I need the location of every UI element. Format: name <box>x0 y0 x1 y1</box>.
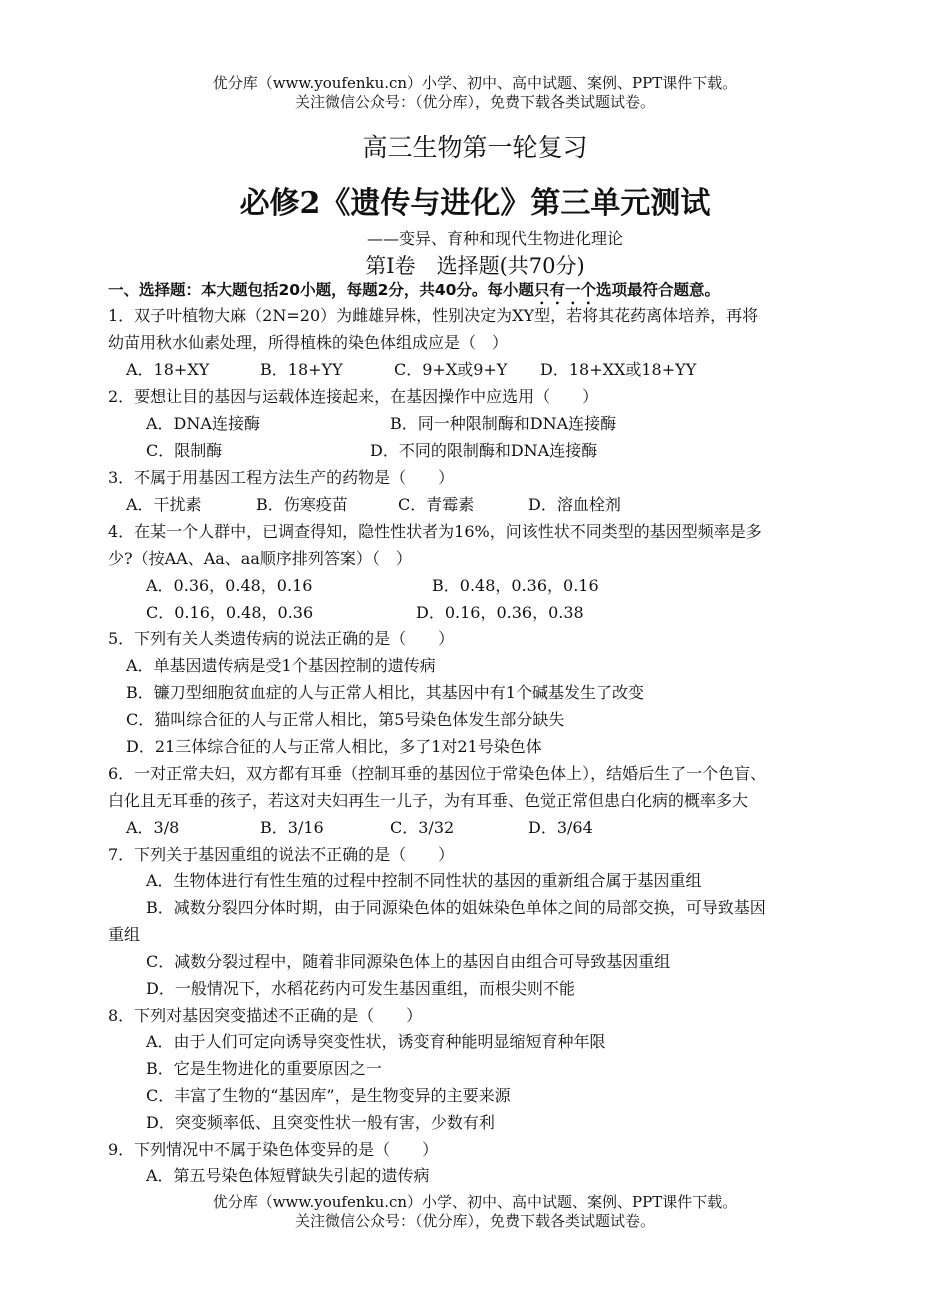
q3-option-b: B．伤寒疫苗 <box>256 495 348 514</box>
q7-option-c: C．减数分裂过程中，随着非同源染色体上的基因自由组合可导致基因重组 <box>146 952 671 971</box>
header-line-1: 优分库（www.youfenku.cn）小学、初中、高中试题、案例、PPT课件下载。 <box>212 74 738 92</box>
q7-option-a: A．生物体进行有性生殖的过程中控制不同性状的基因的重新组合属于基因重组 <box>146 871 702 890</box>
q6-stem-line2: 白化且无耳垂的孩子，若这对夫妇再生一儿子，为有耳垂、色觉正常但患白化病的概率多大 <box>108 791 749 810</box>
q2-stem: 2．要想让目的基因与运载体连接起来，在基因操作中应选用（ ） <box>108 387 599 406</box>
q8-option-b: B．它是生物进化的重要原因之一 <box>146 1059 382 1078</box>
q5-option-a: A．单基因遗传病是受1个基因控制的遗传病 <box>126 656 436 675</box>
q2-option-c: C．限制酶 <box>146 441 223 460</box>
footer-line-1: 优分库（www.youfenku.cn）小学、初中、高中试题、案例、PPT课件下载。 <box>212 1193 738 1211</box>
q8-option-c: C．丰富了生物的“基因库”，是生物变异的主要来源 <box>146 1086 511 1105</box>
q4-stem-line1: 4．在某一个人群中，已调查得知，隐性性状者为16%，问该性状不同类型的基因型频率是多 <box>108 522 762 541</box>
q1-stem-line2: 幼苗用秋水仙素处理，所得植株的染色体组成应是（ ） <box>108 333 509 352</box>
q3-option-a: A．干扰素 <box>126 495 202 514</box>
q4-stem-line2: 少?（按AA、Aa、aa顺序排列答案）（ ） <box>108 549 412 568</box>
q1-option-c: C．9+X或9+Y <box>394 360 508 379</box>
unit-title: 必修2《遗传与进化》第三单元测试 <box>239 186 711 221</box>
q5-option-b: B．镰刀型细胞贫血症的人与正常人相比，其基因中有1个碱基发生了改变 <box>126 683 644 702</box>
q5-option-d: D．21三体综合征的人与正常人相比，多了1对21号染色体 <box>126 737 542 756</box>
q1-stem-line1: 1．双子叶植物大麻（2N=20）为雌雄异株，性别决定为XY型，若将其花药离体培养，再将 <box>108 306 759 325</box>
q7-option-d: D．一般情况下，水稻花药内可发生基因重组，而根尖则不能 <box>146 979 575 998</box>
q6-stem-line1: 6．一对正常夫妇，双方都有耳垂（控制耳垂的基因位于常染色体上），结婚后生了一个色盲、 <box>108 764 767 783</box>
q6-option-b: B．3/16 <box>260 818 324 837</box>
q1-option-a: A．18+XY <box>126 360 210 379</box>
q6-option-d: D．3/64 <box>528 818 593 837</box>
part-title: 第Ⅰ卷 选择题(共70分) <box>365 254 585 278</box>
header-line-2: 关注微信公众号：（优分库），免费下载各类试题试卷。 <box>294 93 655 111</box>
q3-option-c: C．青霉素 <box>398 495 475 514</box>
q7-option-b-line2: 重组 <box>108 925 141 944</box>
q4-option-d: D．0.16，0.36，0.38 <box>416 603 584 622</box>
q5-option-c: C．猫叫综合征的人与正常人相比，第5号染色体发生部分缺失 <box>126 710 565 729</box>
q3-stem: 3．不属于用基因工程方法生产的药物是（ ） <box>108 468 455 487</box>
unit-subtitle: ——变异、育种和现代生物进化理论 <box>366 229 623 248</box>
q8-option-a: A．由于人们可定向诱导突变性状，诱变育种能明显缩短育种年限 <box>146 1032 606 1051</box>
q8-option-d: D．突变频率低、且突变性状一般有害，少数有利 <box>146 1113 495 1132</box>
footer-line-2: 关注微信公众号：（优分库），免费下载各类试题试卷。 <box>294 1212 655 1230</box>
q1-option-d: D．18+XX或18+YY <box>540 360 697 379</box>
section-heading-emphasis: 只有一个 <box>533 281 596 299</box>
q9-stem: 9．下列情况中不属于染色体变异的是（ ） <box>108 1140 439 1159</box>
q4-option-b: B．0.48，0.36，0.16 <box>432 576 599 595</box>
q8-stem: 8．下列对基因突变描述不正确的是（ ） <box>108 1006 423 1025</box>
q4-option-c: C．0.16，0.48，0.36 <box>146 603 314 622</box>
section-heading-before: 一、选择题：本大题包括20小题，每题2分，共40分。每小题 <box>108 281 534 299</box>
q1-option-b: B．18+YY <box>260 360 343 379</box>
q7-option-b-line1: B．减数分裂四分体时期，由于同源染色体的姐妹染色单体之间的局部交换，可导致基因 <box>146 898 766 917</box>
q6-option-a: A．3/8 <box>126 818 180 837</box>
q7-stem: 7．下列关于基因重组的说法不正确的是（ ） <box>108 845 455 864</box>
q6-option-c: C．3/32 <box>390 818 455 837</box>
q4-option-a: A．0.36，0.48，0.16 <box>146 576 313 595</box>
main-title: 高三生物第一轮复习 <box>362 133 588 162</box>
q2-option-b: B．同一种限制酶和DNA连接酶 <box>390 414 617 433</box>
q2-option-a: A．DNA连接酶 <box>146 414 260 433</box>
q2-option-d: D．不同的限制酶和DNA连接酶 <box>370 441 598 460</box>
q3-option-d: D．溶血栓剂 <box>528 495 621 514</box>
q9-option-a: A．第五号染色体短臂缺失引起的遗传病 <box>146 1166 430 1185</box>
q5-stem: 5．下列有关人类遗传病的说法正确的是（ ） <box>108 629 455 648</box>
section-heading <box>108 278 720 308</box>
section-heading-after: 选项最符合题意。 <box>595 281 720 299</box>
